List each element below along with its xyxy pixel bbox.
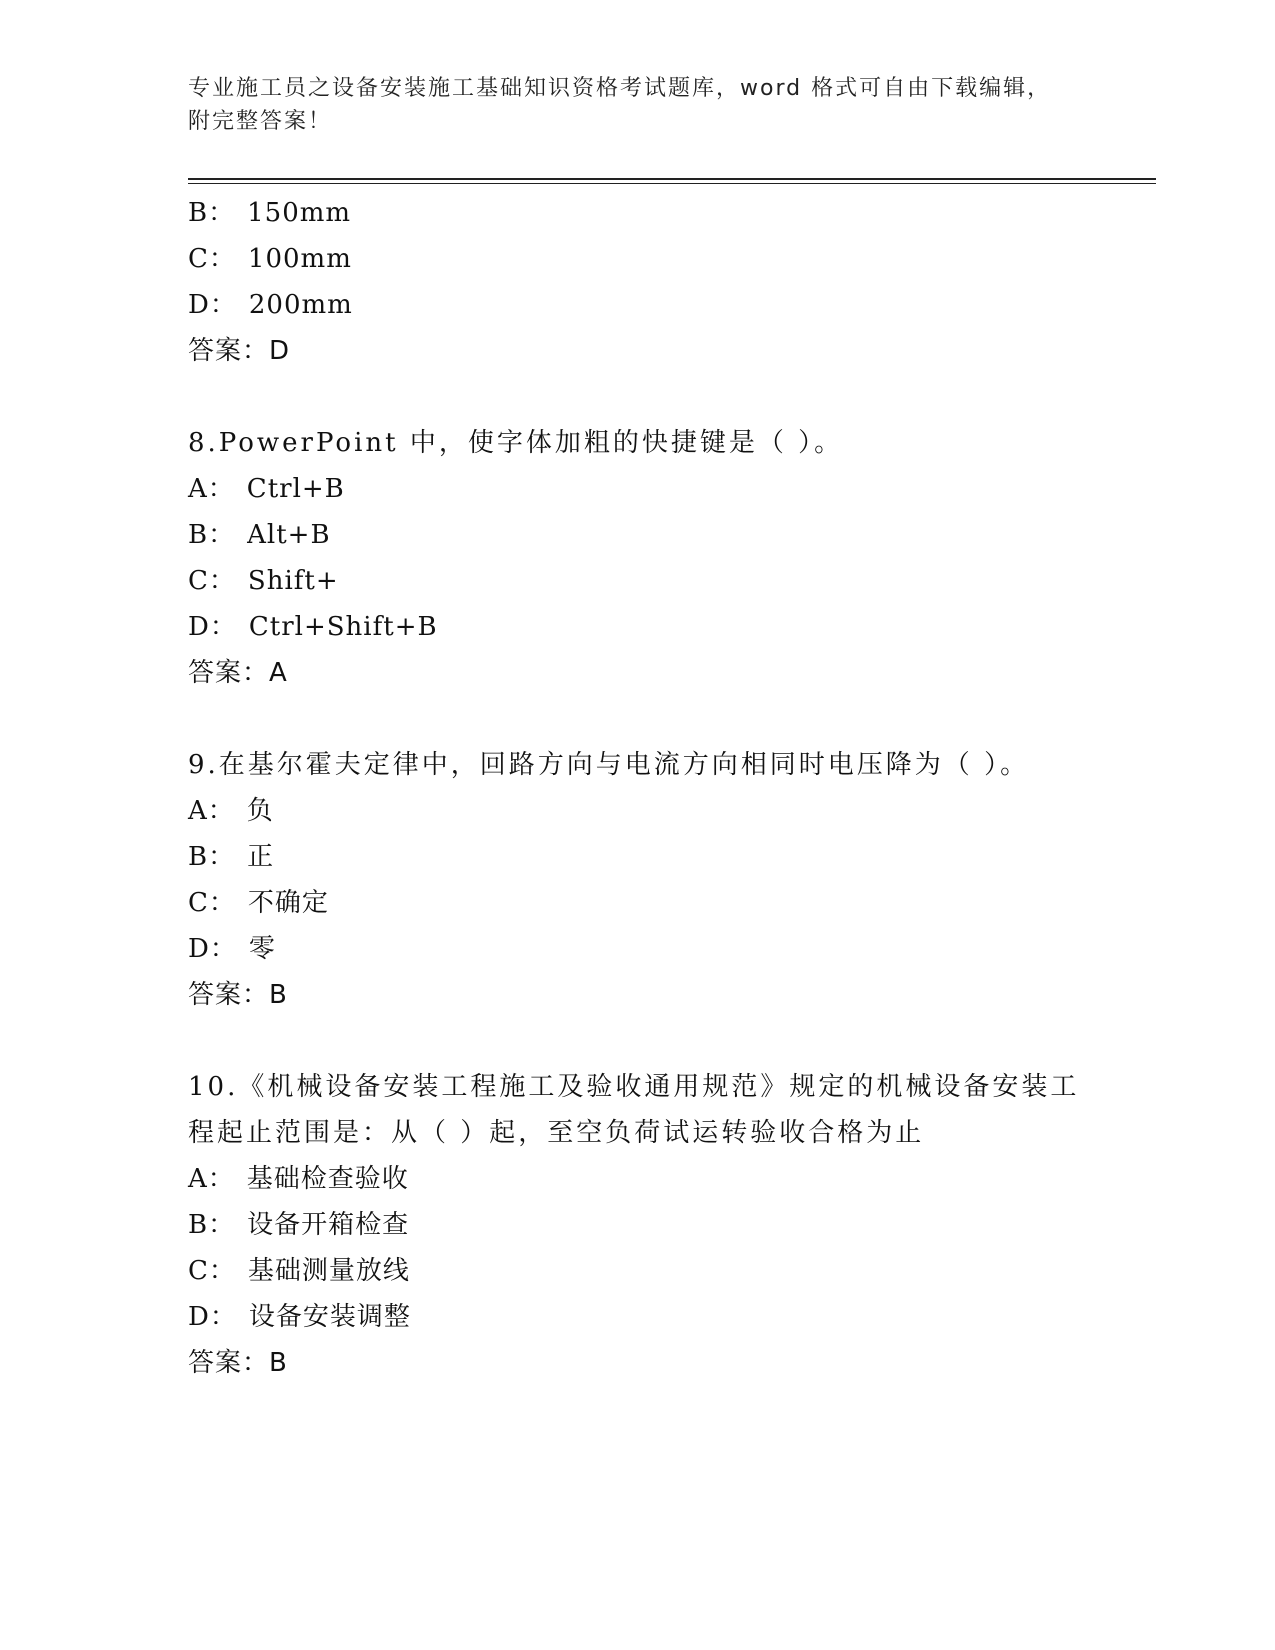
question-text: 8.PowerPoint 中，使字体加粗的快捷键是（ ）。 [188,428,844,458]
answer-line: 答案：A [188,658,288,688]
option-c: C： 不确定 [188,888,329,918]
option-c: C： Shift+ [188,566,339,596]
header-line-2: 附完整答案！ [188,109,333,134]
question-10 [188,1064,1088,1386]
option-d: D： 设备安装调整 [188,1302,411,1332]
option-b: B： Alt+B [188,520,331,550]
question-text-line-1: 10.《机械设备安装工程施工及验收通用规范》规定的机械设备安装工 [188,1072,1080,1102]
answer-line: 答案：B [188,1348,288,1378]
header-divider-thick [188,178,1156,180]
answer-line: 答案：B [188,980,288,1010]
header-divider-thin [188,183,1156,184]
option-b: B： 正 [188,842,275,872]
question-text-line-2: 程起止范围是：从（ ）起，至空负荷试运转验收合格为止 [188,1118,925,1148]
option-c: C： 基础测量放线 [188,1256,410,1286]
answer-line: 答案：D [188,336,291,366]
option-c: C： 100mm [188,244,352,274]
question-content [188,190,1088,1386]
option-a: A： Ctrl+B [188,474,345,504]
option-b: B： 150mm [188,198,352,228]
option-d: D： 200mm [188,290,353,320]
option-a: A： 负 [188,796,274,826]
option-d: D： 零 [188,934,276,964]
option-d: D： Ctrl+Shift+B [188,612,438,642]
option-a: A： 基础检查验收 [188,1164,409,1194]
question-8 [188,420,1088,696]
option-b: B： 设备开箱检查 [188,1210,410,1240]
question-9 [188,742,1088,1018]
previous-question-options [188,190,1088,374]
document-header [188,72,1068,138]
question-text: 9.在基尔霍夫定律中，回路方向与电流方向相同时电压降为（ ）。 [188,750,1030,780]
header-line-1: 专业施工员之设备安装施工基础知识资格考试题库，word 格式可自由下载编辑， [188,76,1052,101]
